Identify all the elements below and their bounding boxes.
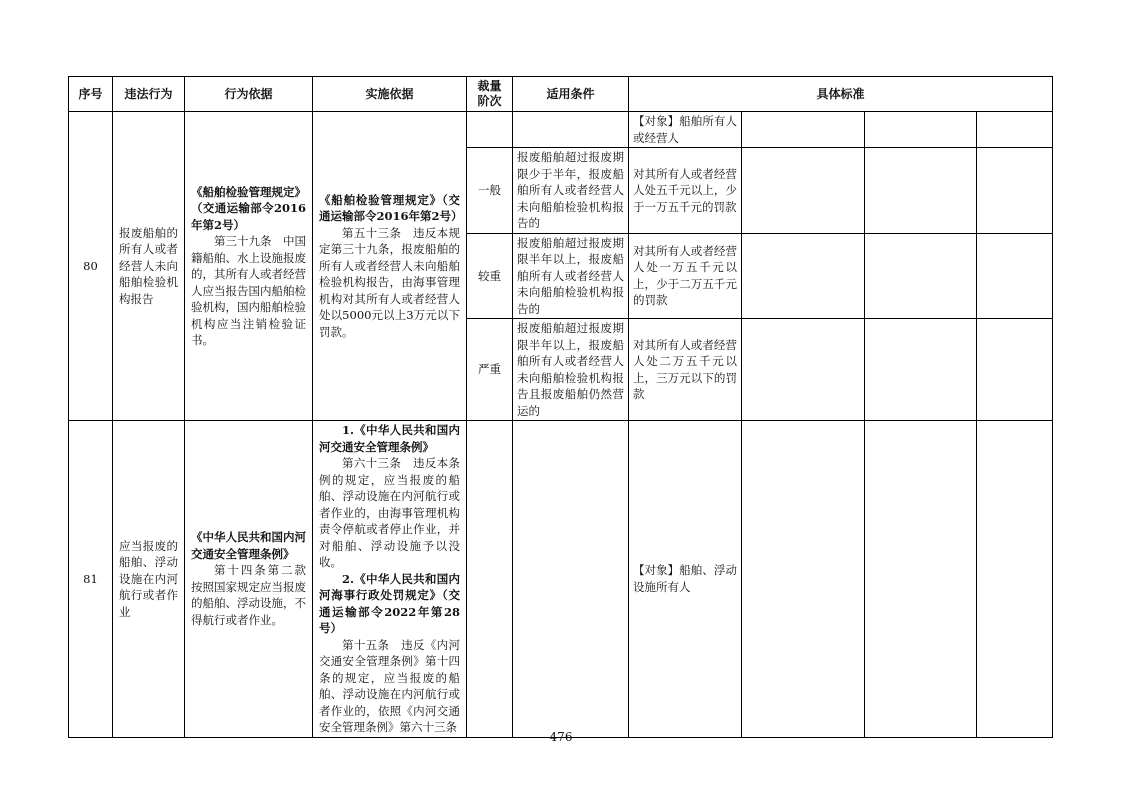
header-act: 违法行为 (113, 77, 185, 112)
row-81-impl-text-2: 第十五条 违反《内河交通安全管理条例》第十四条的规定，应当报废的船舶、浮动设施在内河航行或者作业的，依照《内河交通安全管理条例》第六十三条 (319, 637, 460, 734)
header-implementation: 实施依据 (313, 77, 467, 112)
table-row-80-object (69, 112, 1053, 148)
row-81-object: 【对象】船舶、浮动设施所有人 (629, 421, 742, 738)
header-basis: 行为依据 (185, 77, 313, 112)
table-row-81 (69, 421, 1053, 738)
empty-cell (742, 319, 865, 421)
row-80-object: 【对象】船舶所有人或经营人 (629, 112, 742, 148)
row-81-impl-title-1: 1.《中华人民共和国内河交通安全管理条例》 (319, 423, 460, 454)
empty-cell (977, 233, 1053, 319)
empty-cell (865, 319, 977, 421)
empty-cell (865, 148, 977, 234)
header-no: 序号 (69, 77, 113, 112)
row-80-impl-text: 第五十三条 违反本规定第三十九条，报废船舶的所有人或者经营人未向船舶检验机构报告，由海事管理机构对其所有人或者经营人处以5000元以上3万元以下罚款。 (319, 225, 460, 339)
header-level: 裁量 阶次 (467, 77, 513, 112)
header-condition: 适用条件 (513, 77, 629, 112)
row-81-act (113, 421, 185, 738)
level-label: 较重 (467, 233, 513, 319)
empty-cell (977, 112, 1053, 148)
level-condition: 报废船舶超过报废期限少于半年，报废船舶所有人或者经营人未向船舶检验机构报告的 (513, 148, 629, 234)
row-81-no: 81 (69, 421, 113, 738)
level-condition: 报废船舶超过报废期限半年以上，报废船舶所有人或者经营人未向船舶检验机构报告的 (513, 233, 629, 319)
empty-cell (977, 319, 1053, 421)
empty-cell (467, 421, 513, 738)
header-standard: 具体标准 (629, 77, 1053, 112)
level-label: 一般 (467, 148, 513, 234)
empty-cell (977, 148, 1053, 234)
row-81-act-text: 应当报废的船舶、浮动设施在内河航行或者作业 (119, 538, 178, 619)
level-standard: 对其所有人或者经营人处二万五千元以上，三万元以下的罚款 (629, 319, 742, 421)
level-condition: 报废船舶超过报废期限半年以上，报废船舶所有人或者经营人未向船舶检验机构报告且报废船舶仍然营运的 (513, 319, 629, 421)
row-81-impl-title-2: 2.《中华人民共和国内河海事行政处罚规定》（交通运输部令2022年第28号） (319, 571, 460, 635)
row-81-implementation (313, 421, 467, 738)
empty-cell (742, 421, 865, 738)
empty-cell (742, 233, 865, 319)
row-80-basis (185, 112, 313, 421)
row-80-no: 80 (69, 112, 113, 421)
row-80-level-blank (467, 112, 513, 148)
empty-cell (865, 421, 977, 738)
level-standard: 对其所有人或者经营人处五千元以上，少于一万五千元的罚款 (629, 148, 742, 234)
empty-cell (742, 148, 865, 234)
row-80-impl-title: 《船舶检验管理规定》（交通运输部令2016年第2号） (319, 192, 463, 224)
row-80-condition-blank (513, 112, 629, 148)
empty-cell (513, 421, 629, 738)
row-80-act (113, 112, 185, 421)
row-81-basis-text: 第十四条第二款 按照国家规定应当报废的船舶、浮动设施，不得航行或者作业。 (191, 563, 318, 627)
row-80-basis-title: 《船舶检验管理规定》（交通运输部令2016年第2号） (191, 184, 306, 232)
page-number: 476 (549, 730, 573, 744)
header-row (69, 77, 1053, 112)
level-standard: 对其所有人或者经营人处一万五千元以上，少于二万五千元的罚款 (629, 233, 742, 319)
row-80-basis-text: 第三十九条 中国籍船舶、水上设施报废的，其所有人或者经营人应当报告国内船舶检验机构，国内船舶检验机构应当注销检验证书。 (191, 234, 306, 347)
empty-cell (865, 112, 977, 148)
empty-cell (742, 112, 865, 148)
row-80-act-text: 报废船舶的所有人或者经营人未向船舶检验机构报告 (119, 225, 178, 306)
empty-cell (977, 421, 1053, 738)
row-80-implementation (313, 112, 467, 421)
level-label: 严重 (467, 319, 513, 421)
row-81-impl-text-1: 第六十三条 违反本条例的规定，应当报废的船舶、浮动设施在内河航行或者作业的，由海事管理机构责令停航或者停止作业，并对船舶、浮动设施予以没收。 (319, 456, 460, 569)
discretion-table (68, 76, 1053, 738)
row-81-basis (185, 421, 318, 738)
empty-cell (865, 233, 977, 319)
row-81-basis-title: 《中华人民共和国内河交通安全管理条例》 (191, 530, 306, 561)
